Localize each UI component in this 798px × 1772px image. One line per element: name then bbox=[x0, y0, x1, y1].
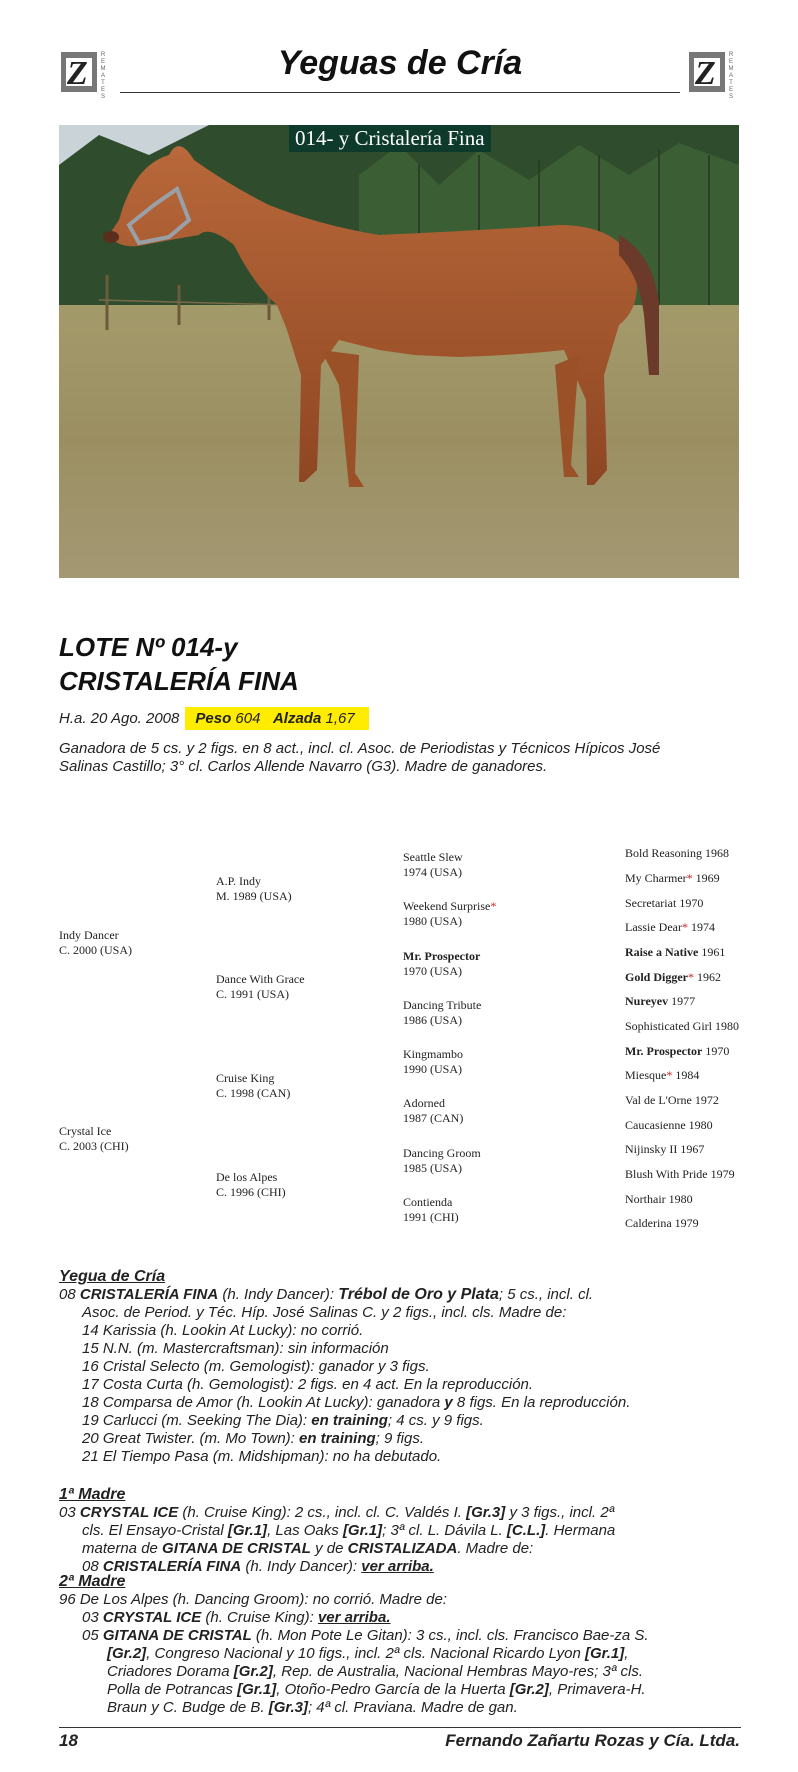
grade-badge: [Gr.2] bbox=[233, 1663, 273, 1680]
pedigree-year: 1967 bbox=[680, 1142, 705, 1156]
alzada-label: Alzada bbox=[272, 710, 322, 727]
pedigree-gen4-item bbox=[625, 896, 703, 911]
pedigree-info: M. 1989 (USA) bbox=[216, 889, 292, 903]
pedigree-year: 1979 bbox=[674, 1216, 699, 1230]
pedigree-name: Cruise King bbox=[216, 1071, 275, 1085]
produce-item bbox=[59, 1448, 659, 1466]
pedigree-name: Secretariat bbox=[625, 896, 677, 910]
pedigree-name: Bold Reasoning bbox=[625, 846, 702, 860]
pedigree-gen4-item bbox=[625, 1093, 719, 1108]
pedigree-year: 1970 bbox=[705, 1044, 730, 1058]
entry-year: 08 bbox=[82, 1558, 103, 1575]
pedigree-dam bbox=[59, 1124, 129, 1154]
pedigree-gen4-item bbox=[625, 945, 725, 960]
pedigree-year: 1980 bbox=[688, 1118, 713, 1132]
pedigree-name: Dancing Groom bbox=[403, 1146, 481, 1160]
section-primera-madre bbox=[59, 1486, 659, 1576]
pedigree-name: Seattle Slew bbox=[403, 850, 463, 864]
pedigree-year: 1961 bbox=[701, 945, 726, 959]
produce-text: 18 Comparsa de Amor (h. Lookin At Lucky): ganadora bbox=[82, 1394, 445, 1411]
pedigree-name: Mr. Prospector bbox=[625, 1044, 703, 1058]
produce-item bbox=[59, 1609, 659, 1627]
family-entry bbox=[59, 1504, 659, 1522]
star-mark: * bbox=[681, 920, 688, 934]
pedigree-name: Miesque bbox=[625, 1068, 667, 1082]
pedigree-info: 1974 (USA) bbox=[403, 865, 462, 879]
logo-left bbox=[61, 52, 107, 98]
pedigree-gen2-item bbox=[216, 1170, 286, 1200]
pedigree-info: C. 2000 (USA) bbox=[59, 943, 133, 957]
entry-name: CRISTALERÍA FINA bbox=[102, 1558, 242, 1575]
entry-text: ; 4ª cl. Praviana. Madre de gan. bbox=[307, 1699, 518, 1716]
produce-text: 8 figs. En la reproducción. bbox=[452, 1394, 631, 1411]
produce-item bbox=[59, 1358, 659, 1376]
section-heading: Yegua de Cría bbox=[59, 1268, 166, 1285]
page-title: Yeguas de Cría bbox=[277, 44, 523, 82]
pedigree-info: 1980 (USA) bbox=[403, 914, 462, 928]
pedigree-name: Weekend Surprise bbox=[403, 899, 491, 913]
entry-award: Trébol de Oro y Plata bbox=[338, 1286, 499, 1303]
ver-arriba-link[interactable]: ver arriba. bbox=[317, 1609, 391, 1626]
produce-text: 15 N.N. (m. Mastercraftsman): sin información bbox=[82, 1340, 389, 1357]
logo-right bbox=[689, 52, 735, 98]
pedigree-gen4-item bbox=[625, 1216, 699, 1231]
family-entry-cont bbox=[59, 1522, 659, 1540]
produce-item bbox=[59, 1412, 659, 1430]
entry-text: , Primavera-H. Braun y C. Budge de B. bbox=[107, 1681, 646, 1716]
pedigree-gen4-item bbox=[625, 1019, 739, 1034]
pedigree-name: Adorned bbox=[403, 1096, 445, 1110]
entry-text: ; 3ª cl. L. Dávila L. bbox=[382, 1522, 507, 1539]
family-entry-cont bbox=[59, 1540, 659, 1558]
produce-item bbox=[59, 1340, 659, 1358]
pedigree-year: 1970 bbox=[679, 896, 704, 910]
grade-badge: [Gr.1] bbox=[227, 1522, 268, 1539]
pedigree-info: 1970 (USA) bbox=[403, 964, 462, 978]
logo-word: REMATES bbox=[728, 52, 734, 100]
produce-text: 16 Cristal Selecto (m. Gemologist): ganador y 3 figs. bbox=[82, 1358, 430, 1375]
pedigree-year: 1969 bbox=[695, 871, 720, 885]
pedigree-gen3-item bbox=[403, 1096, 463, 1126]
star-mark: * bbox=[688, 970, 694, 984]
entry-sire: (h. Indy Dancer): bbox=[241, 1558, 362, 1575]
lot-number: LOTE Nº 014-y bbox=[59, 632, 238, 662]
entry-year: 03 bbox=[82, 1609, 103, 1626]
logo-word: REMATES bbox=[100, 52, 106, 100]
pedigree-gen3-item bbox=[403, 850, 463, 880]
horse-photo bbox=[59, 125, 739, 578]
produce-item bbox=[59, 1322, 659, 1340]
produce-text: 14 Karissia (h. Lookin At Lucky): no corrió. bbox=[82, 1322, 364, 1339]
entry-text: . Madre de: bbox=[457, 1540, 534, 1557]
pedigree-name: Dancing Tribute bbox=[403, 998, 482, 1012]
pedigree-info: 1986 (USA) bbox=[403, 1013, 462, 1027]
pedigree-gen4-item bbox=[625, 1192, 693, 1207]
pedigree-gen3-item bbox=[403, 899, 496, 929]
pedigree-gen4-item bbox=[625, 1044, 729, 1059]
pedigree-year: 1977 bbox=[671, 994, 696, 1008]
footer-rule bbox=[59, 1727, 741, 1728]
pedigree-info: 1985 (USA) bbox=[403, 1161, 462, 1175]
section-heading: 2ª Madre bbox=[59, 1573, 126, 1590]
pedigree-gen3-item bbox=[403, 998, 481, 1028]
entry-text: (h. Mon Pote Le Gitan): 3 cs., incl. cls. Francisco Bae- bbox=[251, 1627, 615, 1644]
produce-item bbox=[59, 1394, 659, 1412]
birth-date: H.a. 20 Ago. 2008 bbox=[59, 710, 180, 727]
pedigree-name: Calderina bbox=[625, 1216, 672, 1230]
pedigree-info: C. 1996 (CHI) bbox=[216, 1185, 286, 1199]
pedigree-gen2-item bbox=[216, 1071, 290, 1101]
section-yegua-de-cria bbox=[59, 1268, 659, 1466]
family-entry: 96 De Los Alpes (h. Dancing Groom): no corrió. Madre de: bbox=[59, 1591, 447, 1608]
photo-label: 014- y Cristalería Fina bbox=[289, 125, 491, 152]
pedigree-gen4-item bbox=[625, 846, 729, 861]
entry-text: . Hermana bbox=[545, 1522, 616, 1539]
entry-name: CRYSTAL ICE bbox=[79, 1504, 179, 1521]
pedigree-year: 1962 bbox=[697, 970, 721, 984]
pedigree-name: Dance With Grace bbox=[216, 972, 305, 986]
ver-arriba-link[interactable]: ver arriba. bbox=[361, 1558, 434, 1575]
entry-text: y 3 figs., incl. 2ª bbox=[505, 1504, 615, 1521]
section-heading: 1ª Madre bbox=[59, 1486, 126, 1503]
horse-info bbox=[59, 710, 369, 727]
pedigree-name: Caucasienne bbox=[625, 1118, 686, 1132]
pedigree-info: 1991 (CHI) bbox=[403, 1210, 459, 1224]
grade-badge: [Gr.2] bbox=[107, 1645, 147, 1662]
pedigree-info: C. 1998 (CAN) bbox=[216, 1086, 291, 1100]
pedigree-gen3-item bbox=[403, 1195, 459, 1225]
entry-text: ; 5 cs., incl. cl. bbox=[498, 1286, 594, 1303]
measures-highlight bbox=[185, 707, 368, 730]
pedigree-gen4-item bbox=[625, 920, 715, 935]
pedigree-gen4-item bbox=[625, 1167, 735, 1182]
produce-text: 20 Great Twister. (m. Mo Town): bbox=[82, 1430, 299, 1447]
pedigree-gen4-item bbox=[625, 1118, 713, 1133]
pedigree-name: Gold Digger bbox=[625, 970, 688, 984]
entry-name: CRYSTAL ICE bbox=[102, 1609, 202, 1626]
entry-text: za S. bbox=[614, 1627, 649, 1644]
pedigree-info: 1990 (USA) bbox=[403, 1062, 462, 1076]
logo-letter: Z bbox=[67, 55, 88, 92]
pedigree-year: 1984 bbox=[675, 1068, 700, 1082]
produce-text: ; 4 cs. y 9 figs. bbox=[387, 1412, 484, 1429]
entry-text: (h. Cruise King): 2 cs., incl. cl. C. Valdés I. bbox=[178, 1504, 467, 1521]
pedigree-name: Mr. Prospector bbox=[403, 949, 481, 963]
section-segunda-madre bbox=[59, 1573, 659, 1717]
produce-item bbox=[59, 1627, 659, 1717]
entry-sire: (h. Cruise King): bbox=[201, 1609, 318, 1626]
entry-sire: (h. Indy Dancer): bbox=[218, 1286, 339, 1303]
pedigree-name: De los Alpes bbox=[216, 1170, 278, 1184]
grade-badge: [Gr.1] bbox=[342, 1522, 383, 1539]
family-entry bbox=[59, 1286, 659, 1304]
pedigree-gen3-item bbox=[403, 1047, 463, 1077]
pedigree-name: Nureyev bbox=[625, 994, 669, 1008]
produce-item bbox=[59, 1376, 659, 1394]
produce-text: 19 Carlucci (m. Seeking The Dia): bbox=[82, 1412, 312, 1429]
entry-name: CRISTALIZADA bbox=[347, 1540, 458, 1557]
entry-text: , Las Oaks bbox=[267, 1522, 343, 1539]
pedigree-name: Crystal Ice bbox=[59, 1124, 112, 1138]
pedigree-name: Val de L'Orne bbox=[625, 1093, 692, 1107]
pedigree-year: 1972 bbox=[694, 1093, 719, 1107]
pedigree-info: 1987 (CAN) bbox=[403, 1111, 464, 1125]
pedigree-name: A.P. Indy bbox=[216, 874, 262, 888]
pedigree-name: Kingmambo bbox=[403, 1047, 463, 1061]
produce-bold: y bbox=[444, 1394, 453, 1411]
horse-description: Ganadora de 5 cs. y 2 figs. en 8 act., incl. cl. Asoc. de Periodistas y Técnicos Hípicos José Salinas Castillo; 3° cl. Carlos Allende Navarro (G3). Madre de ganadores. bbox=[59, 740, 661, 775]
star-mark: * bbox=[666, 1068, 673, 1082]
pedigree-name: Blush With Pride bbox=[625, 1167, 708, 1181]
entry-text: , Congreso Nacional y 10 figs., incl. 2ª cls. Nacional Ricardo Lyon bbox=[146, 1645, 586, 1662]
pedigree-gen4-item bbox=[625, 994, 695, 1009]
pedigree-info: C. 2003 (CHI) bbox=[59, 1139, 129, 1153]
entry-text: cls. El Ensayo-Cristal bbox=[82, 1522, 228, 1539]
grade-badge: [Gr.1] bbox=[585, 1645, 625, 1662]
entry-text: , Rep. de Australia, Nacional Hembras Mayo-res; 3ª cls. Polla de Potrancas bbox=[107, 1663, 644, 1698]
pedigree-year: 1968 bbox=[705, 846, 729, 860]
page-number: 18 bbox=[59, 1731, 78, 1750]
entry-text: , Otoño-Pedro García de la Huerta bbox=[276, 1681, 510, 1698]
produce-item bbox=[59, 1430, 659, 1448]
pedigree-gen4-item bbox=[625, 1142, 704, 1157]
pedigree-gen3-item bbox=[403, 1146, 481, 1176]
lot-heading bbox=[59, 630, 299, 698]
pedigree-year: 1980 bbox=[668, 1192, 693, 1206]
horse-name: CRISTALERÍA FINA bbox=[59, 666, 299, 696]
pedigree-info: C. 1991 (USA) bbox=[216, 987, 290, 1001]
entry-year: 05 bbox=[82, 1627, 103, 1644]
company-name: Fernando Zañartu Rozas y Cía. Ltda. bbox=[445, 1731, 740, 1750]
pedigree-gen2-item bbox=[216, 874, 292, 904]
entry-text: , Criadores Dorama bbox=[107, 1645, 629, 1680]
grade-badge: [C.L.] bbox=[506, 1522, 546, 1539]
star-mark: * bbox=[686, 871, 693, 885]
pedigree-year: 1980 bbox=[715, 1019, 739, 1033]
grade-badge: [Gr.3] bbox=[268, 1699, 308, 1716]
family-entry-cont: Asoc. de Period. y Téc. Híp. José Salinas C. y 2 figs., incl. cls. Madre de: bbox=[82, 1304, 567, 1321]
produce-bold: en training bbox=[311, 1412, 388, 1429]
pedigree-gen2-item bbox=[216, 972, 305, 1002]
entry-text: y de bbox=[310, 1540, 348, 1557]
pedigree-name: Sophisticated Girl bbox=[625, 1019, 712, 1033]
pedigree-name: Indy Dancer bbox=[59, 928, 119, 942]
entry-name: CRISTALERÍA FINA bbox=[79, 1286, 219, 1303]
pedigree-year: 1974 bbox=[690, 920, 715, 934]
pedigree-year: 1979 bbox=[710, 1167, 735, 1181]
pedigree-gen3-item bbox=[403, 949, 480, 979]
pedigree-name: Contienda bbox=[403, 1195, 453, 1209]
pedigree-gen4-item bbox=[625, 970, 721, 985]
grade-badge: [Gr.2] bbox=[509, 1681, 549, 1698]
pedigree-name: Northair bbox=[625, 1192, 666, 1206]
produce-text: 17 Costa Curta (h. Gemologist): 2 figs. en 4 act. En la reproducción. bbox=[82, 1376, 534, 1393]
pedigree-gen4-item bbox=[625, 1068, 699, 1083]
pedigree-name: My Charmer bbox=[625, 871, 687, 885]
peso-label: Peso bbox=[195, 710, 232, 727]
grade-badge: [Gr.3] bbox=[466, 1504, 506, 1521]
entry-year: 03 bbox=[59, 1504, 80, 1521]
produce-text: ; 9 figs. bbox=[375, 1430, 425, 1447]
pedigree-name: Nijinsky II bbox=[625, 1142, 678, 1156]
peso-value: 604 bbox=[235, 710, 261, 727]
horse-photo-image bbox=[59, 125, 739, 578]
entry-name: GITANA DE CRISTAL bbox=[102, 1627, 252, 1644]
pedigree-name: Raise a Native bbox=[625, 945, 699, 959]
title-rule bbox=[120, 92, 680, 93]
star-mark: * bbox=[490, 899, 497, 913]
produce-text: 21 El Tiempo Pasa (m. Midshipman): no ha debutado. bbox=[82, 1448, 442, 1465]
pedigree-sire bbox=[59, 928, 132, 958]
entry-text: materna de bbox=[82, 1540, 163, 1557]
pedigree-gen4-item bbox=[625, 871, 720, 886]
pedigree-name: Lassie Dear bbox=[625, 920, 682, 934]
produce-bold: en training bbox=[299, 1430, 376, 1447]
logo-letter: Z bbox=[695, 55, 716, 92]
entry-name: GITANA DE CRISTAL bbox=[162, 1540, 311, 1557]
alzada-value: 1,67 bbox=[325, 710, 355, 727]
grade-badge: [Gr.1] bbox=[237, 1681, 277, 1698]
entry-year: 08 bbox=[59, 1286, 80, 1303]
